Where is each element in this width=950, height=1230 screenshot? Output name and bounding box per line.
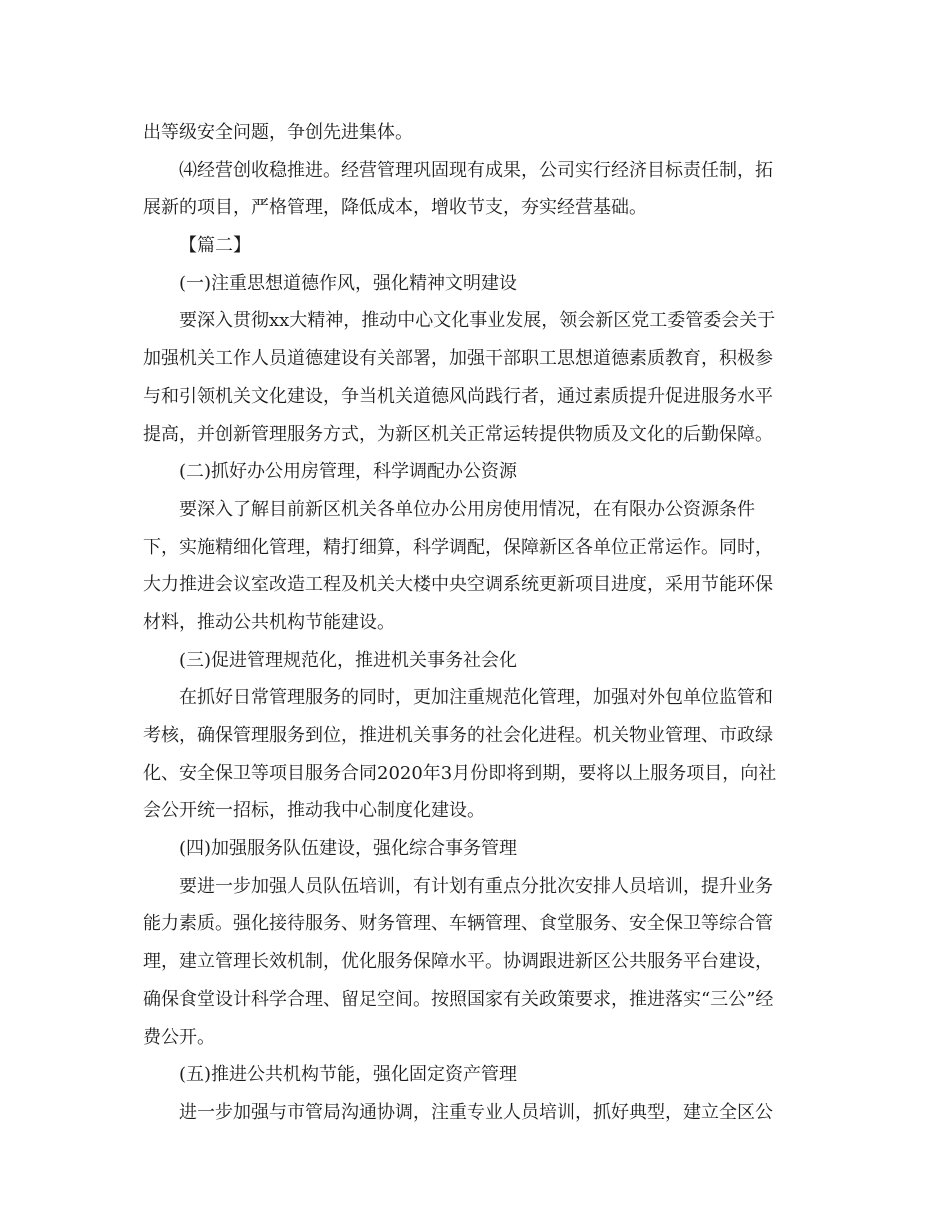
paragraph-line: 材料，推动公共机构节能建设。	[143, 611, 395, 633]
paragraph-line: 化、安全保卫等项目服务合同2020年3月份即将到期，要将以上服务项目，向社	[143, 762, 777, 784]
paragraph-line: 在抓好日常管理服务的同时，更加注重规范化管理，加强对外包单位监管和	[179, 687, 773, 709]
paragraph-line: 提高，并创新管理服务方式，为新区机关正常运转提供物质及文化的后勤保障。	[143, 423, 773, 445]
paragraph-line: 加强机关工作人员道德建设有关部署，加强干部职工思想道德素质教育，积极参	[143, 348, 773, 370]
paragraph-line: 出等级安全问题，争创先进集体。	[143, 122, 413, 143]
section-heading: 【篇二】	[179, 235, 251, 257]
paragraph-line: 理，建立管理长效机制，优化服务保障水平。协调跟进新区公共服务平台建设，	[143, 951, 773, 973]
section-heading: (一)注重思想道德作风，强化精神文明建设	[179, 272, 518, 294]
paragraph-line: 与和引领机关文化建设，争当机关道德风尚践行者，通过素质提升促进服务水平	[143, 385, 773, 407]
paragraph-line: 要深入了解目前新区机关各单位办公用房使用情况，在有限办公资源条件	[179, 498, 755, 520]
paragraph-line: 会公开统一招标，推动我中心制度化建设。	[143, 800, 485, 822]
paragraph-line: 要深入贯彻xx大精神，推动中心文化事业发展，领会新区党工委管委会关于	[179, 310, 776, 332]
paragraph-line: 大力推进会议室改造工程及机关大楼中央空调系统更新项目进度，采用节能环保	[143, 574, 773, 596]
section-heading: (四)加强服务队伍建设，强化综合事务管理	[179, 838, 518, 860]
paragraph-line: 考核，确保管理服务到位，推进机关事务的社会化进程。机关物业管理、市政绿	[143, 725, 773, 746]
paragraph-line: 下，实施精细化管理，精打细算，科学调配，保障新区各单位正常运作。同时，	[143, 536, 773, 558]
paragraph-line: 展新的项目，严格管理，降低成本，增收节支，夯实经营基础。	[143, 197, 647, 219]
document-body	[143, 114, 807, 1132]
paragraph-line: 费公开。	[143, 1026, 215, 1048]
paragraph-line: 进一步加强与市管局沟通协调，注重专业人员培训，抓好典型，建立全区公	[179, 1101, 773, 1123]
paragraph-line: 能力素质。强化接待服务、财务管理、车辆管理、食堂服务、安全保卫等综合管	[143, 913, 773, 935]
section-heading: (五)推进公共机构节能，强化固定资产管理	[179, 1064, 518, 1086]
paragraph-line: 要进一步加强人员队伍培训，有计划有重点分批次安排人员培训，提升业务	[179, 875, 773, 897]
section-heading: (三)促进管理规范化，推进机关事务社会化	[179, 649, 518, 671]
paragraph-line: 确保食堂设计科学合理、留足空间。按照国家有关政策要求，推进落实“三公”经	[143, 988, 774, 1010]
paragraph-line: ⑷经营创收稳推进。经营管理巩固现有成果，公司实行经济目标责任制，拓	[179, 159, 773, 181]
section-heading: (二)抓好办公用房管理，科学调配办公资源	[179, 461, 518, 483]
